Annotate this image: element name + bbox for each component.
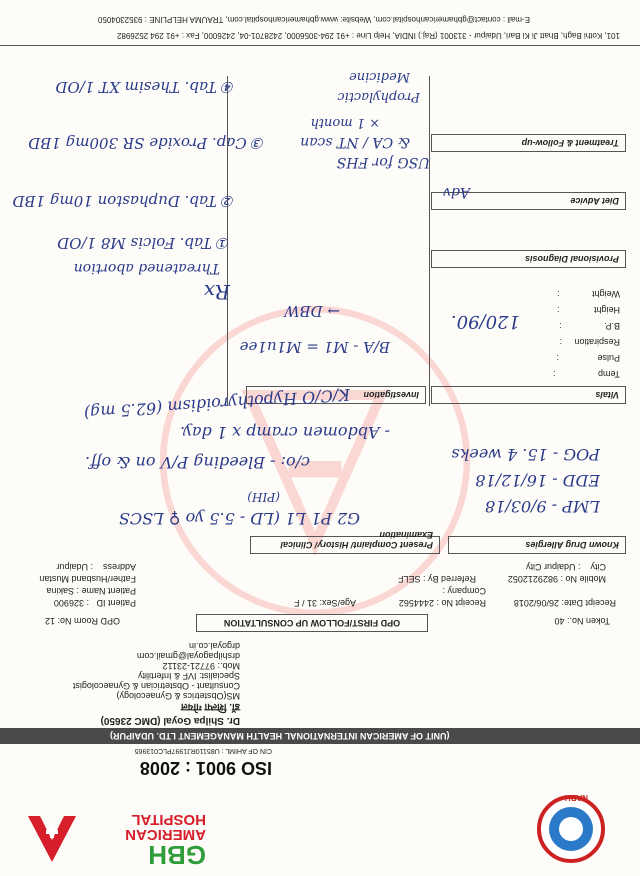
- hospital-logo: [500, 788, 610, 868]
- doctor-specialist: Specialist: IVF & Infertility: [137, 671, 240, 681]
- nabh-badge-icon: [536, 794, 606, 864]
- hw-med2: ② Tab. Duphaston 10mg 1BD: [12, 192, 235, 210]
- footer-contact: E-mail : contact@gbhamericanhospital.com, Website: www.gbhamericanhospital.com, TRAUMA HELPLINE : 9352304050: [97, 15, 530, 24]
- hw-rx: Rx: [203, 280, 230, 304]
- room-label: OPD Room No:: [57, 616, 120, 626]
- hw-diagnosis: Threatened abortion: [73, 260, 220, 276]
- doctor-email: drshilpagoyal@gmail.com: [136, 651, 240, 661]
- hw-adv2: Prophylactic: [337, 89, 420, 104]
- complaint-header: Present Complaint/ History/ Clinical Examination: [250, 536, 440, 554]
- left-column-divider: [429, 76, 430, 406]
- hw-adv: Adv: [443, 184, 470, 200]
- unit-band: [0, 728, 640, 744]
- doctor-info: [10, 641, 240, 726]
- cin-label: CIN OF AHIML : U85110RJ1997PLC013965: [134, 747, 272, 754]
- brand-block: [30, 812, 220, 868]
- company-field: Company :: [442, 586, 486, 596]
- vital-weight: Weight :: [557, 289, 620, 299]
- allergies-header: Known Drug Allergies: [448, 536, 626, 554]
- referred-field: Referred By : SELF: [397, 574, 476, 584]
- hw-usg2: & CA / NT scan: [300, 134, 410, 150]
- age-sex-field: Age/Sex: 31 / F: [293, 598, 356, 608]
- doctor-name: Dr. Shilpa Goyal (DMC 23650): [100, 715, 240, 726]
- vital-height: Height :: [556, 305, 620, 315]
- receipt-date-field: Receipt Date: 26/06/2018: [513, 598, 616, 608]
- hw-kco: K/C/O Hypothyroidism (62.5 mg): [83, 385, 351, 423]
- hw-ba: B/A - M1 = M1u1ee: [239, 338, 390, 356]
- doctor-website: drgoyal.co.in: [188, 641, 240, 651]
- brand-american: AMERICAN: [125, 826, 206, 843]
- address-field: Address : Udaipur: [56, 562, 136, 572]
- vital-pulse: Pulse :: [556, 353, 620, 363]
- patient-id-field: Patient ID : 326900: [53, 598, 136, 608]
- hw-med4: ④ Tab. Thesim XT 1/OD: [55, 78, 235, 96]
- hw-history: G2 P1 L1 (LD - 5.5 yo ♀ LSCS: [118, 509, 360, 528]
- hw-usg: USG for FHS: [336, 154, 430, 170]
- hw-lmp: LMP - 9/03/18: [484, 497, 600, 516]
- unit-band-text: (UNIT OF AMERICAN INTERNATIONAL HEALTH MANAGEMENT LTD. UDAIPUR): [110, 731, 450, 741]
- hw-pog: POG - 15. 4 weeks: [451, 445, 600, 464]
- hw-complaint2: - Abdomen cramp x 1 day.: [180, 423, 390, 442]
- hw-med3: ③ Cap. Proxide SR 300mg 1BD: [28, 134, 265, 152]
- patient-grid: [10, 560, 626, 610]
- mobile-field: Mobile No : 9829212052: [507, 574, 606, 584]
- hw-med1: ① Tab. Folcis M8 1/OD: [57, 234, 230, 252]
- vitals-list: [430, 286, 620, 382]
- hw-dbw: → DBW: [284, 302, 340, 320]
- room-field: [45, 616, 120, 626]
- diagnosis-header: Provisional Diagnosis: [431, 250, 626, 268]
- footer-divider: [0, 45, 640, 46]
- vitals-header: Vitals: [431, 386, 626, 404]
- vital-bp: B.P. :: [559, 321, 620, 331]
- a-cross-icon: [24, 810, 80, 866]
- diet-header: Diet Advice: [431, 192, 626, 210]
- doctor-name-hindi: डॉ. शिल्पा गोयल: [180, 701, 240, 712]
- treatment-header: Treatment & Follow-up: [431, 134, 626, 152]
- token-value: 40: [554, 616, 565, 626]
- patient-name-field: Patient Name : Sakina: [46, 586, 136, 596]
- doctor-degree: MS(Obstetrics & Gynaecology): [116, 691, 240, 701]
- iso-label: ISO 9001 : 2008: [139, 758, 272, 778]
- investigation-header: Investigation: [246, 386, 426, 404]
- room-value: 12: [44, 616, 55, 626]
- hw-usg3: × 1 month: [310, 115, 380, 130]
- father-field: Father/Husband Mustan: [39, 574, 136, 584]
- token-field: [554, 616, 610, 626]
- footer-address: 101, Kothi Bagh, Bhatt Ji Ki Bari, Udaipur - 313001 (Raj.) INDIA, Help Line : +91 294-3056000, 2428701-04, 2426000, Fax : +91 294 2526982: [116, 31, 620, 40]
- vital-temp: Temp :: [552, 369, 620, 379]
- brand-gbh: GBH: [148, 840, 206, 870]
- vital-respiration: Respiration :: [559, 337, 620, 347]
- hw-adv3: Medicine: [349, 69, 410, 84]
- consultation-title-text: OPD FIRST/FOLLOW UP CONSULTATION: [223, 618, 401, 628]
- hw-bp: 120/90.: [450, 311, 520, 332]
- doctor-role: Consultant - Obstetrician & Gynaecologist: [72, 681, 240, 691]
- consultation-title: [196, 614, 428, 632]
- hw-history-pih: (PIH): [247, 490, 280, 504]
- token-label: Token No.:: [566, 616, 610, 626]
- city-field: City : Udaipur City: [525, 562, 606, 572]
- hw-complaint: c/o: - Bleeding P/V on & off.: [85, 453, 310, 472]
- brand-hospital: HOSPITAL: [131, 811, 206, 828]
- nabh-badge-label: NABH: [564, 793, 588, 802]
- doctor-mobile: Mob.: 97721-23112: [162, 661, 240, 671]
- hw-edd: EDD - 16/12/18: [475, 471, 600, 490]
- receipt-no-field: Receipt No : 2444562: [398, 598, 486, 608]
